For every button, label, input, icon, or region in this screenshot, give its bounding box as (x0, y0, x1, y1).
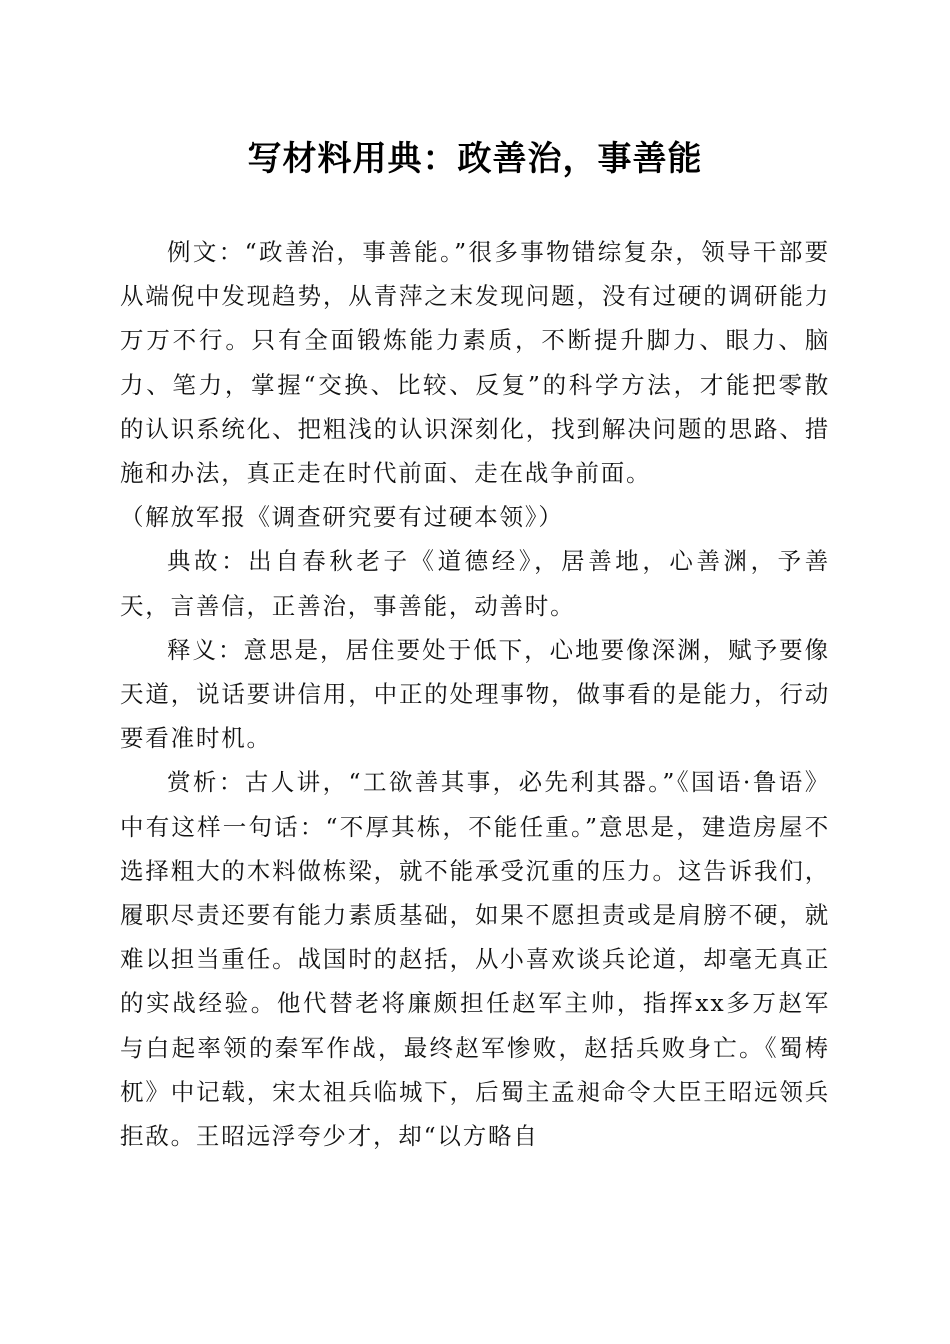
paragraph-appreciation: 赏析：古人讲，“工欲善其事，必先利其器。”《国语·鲁语》中有这样一句话：“不厚其栋，不能任重。”意思是，建造房屋不选择粗大的木料做栋梁，就不能承受沉重的压力。这告诉我们，履职尽责还要有能力素质基础，如果不愿担责或是肩膀不硬，就难以担当重任。战国时的赵括，从小喜欢谈兵论道，却毫无真正的实战经验。他代替老将廉颇担任赵军主帅，指挥xx多万赵军与白起率领的秦军作战，最终赵军惨败，赵括兵败身亡。《蜀梼杌》中记载，宋太祖兵临城下，后蜀主孟昶命令大臣王昭远领兵拒敌。王昭远浮夸少才，却“以方略自 (120, 768, 830, 1151)
paragraph-allusion: 典故：出自春秋老子《道德经》，居善地，心善渊，予善天，言善信，正善治，事善能，动善时。 (120, 547, 830, 620)
paragraph-interpretation: 释义：意思是，居住要处于低下，心地要像深渊，赋予要像天道，说话要讲信用，中正的处理事物，做事看的是能力，行动要看准时机。 (120, 635, 830, 753)
paragraph-citation: （解放军报《调查研究要有过硬本领》） (120, 503, 564, 532)
document-body (120, 230, 830, 1158)
paragraph-example: 例文：“政善治，事善能。”很多事物错综复杂，领导干部要从端倪中发现趋势，从青萍之末发现问题，没有过硬的调研能力万万不行。只有全面锻炼能力素质，不断提升脚力、眼力、脑力、笔力，掌握“交换、比较、反复”的科学方法，才能把零散的认识系统化、把粗浅的认识深刻化，找到解决问题的思路、措施和办法，真正走在时代前面、走在战争前面。 (120, 238, 830, 488)
document-title: 写材料用典：政善治，事善能 (247, 139, 703, 179)
